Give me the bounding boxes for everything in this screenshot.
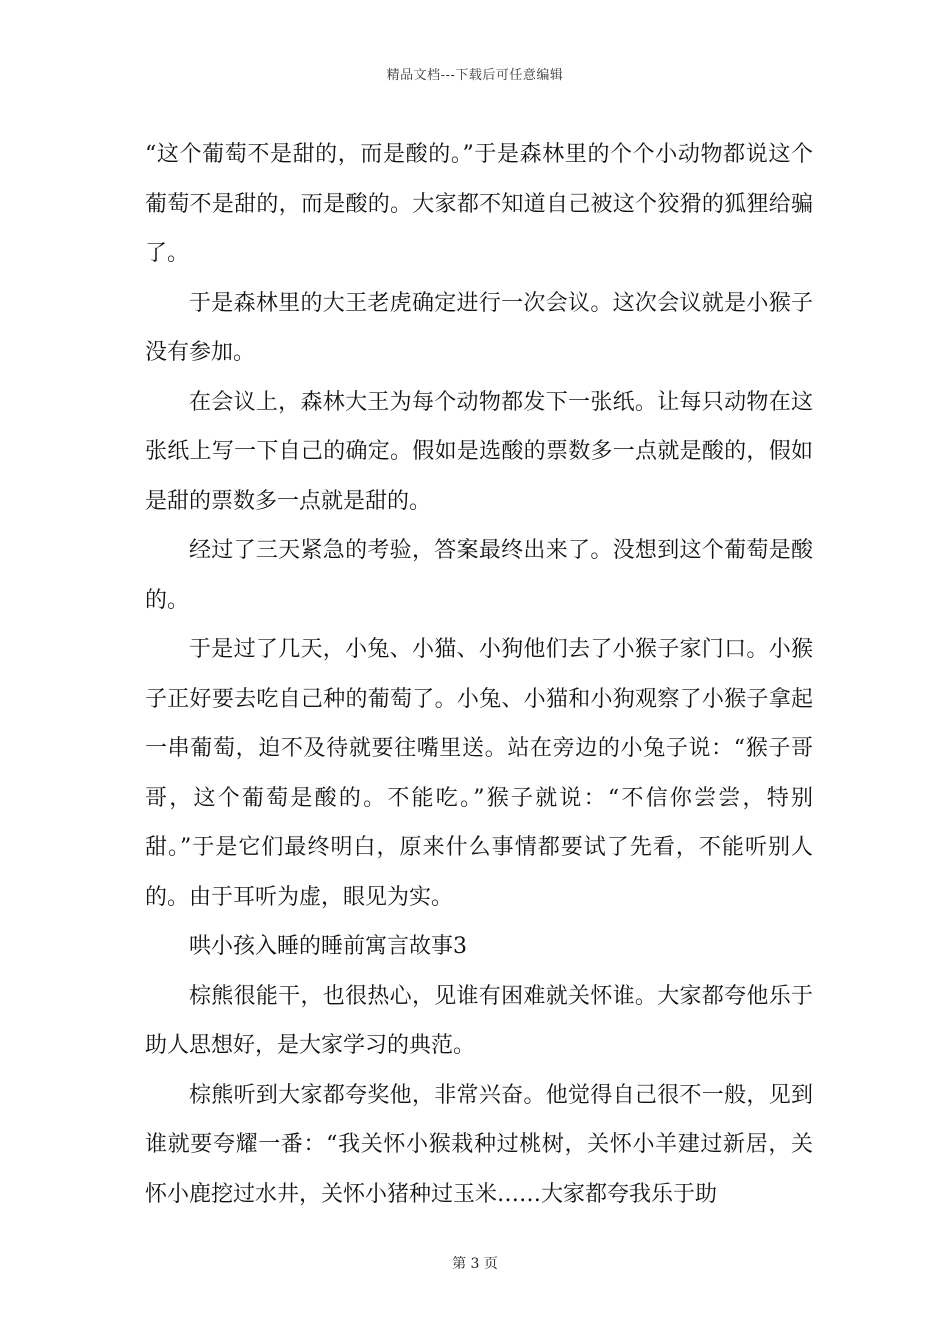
paragraph-3: 在会议上，森林大王为每个动物都发下一张纸。让每只动物在这张纸上写一下自己的确定。假如是选酸的票数多一点就是酸的，假如是甜的票数多一点就是甜的。 <box>145 389 813 514</box>
section-heading: 哄小孩入睡的睡前寓言故事3 <box>189 934 467 959</box>
page-header: 精品文档---下载后可任意编辑 <box>386 68 564 83</box>
paragraph-7: 棕熊听到大家都夸奖他，非常兴奋。他觉得自己很不一般，见到谁就要夸耀一番：“我关怀小猴栽种过桃树，关怀小羊建过新居，关怀小鹿挖过水井，关怀小猪种过玉米……大家都夸我乐于助 <box>145 1082 813 1207</box>
paragraph-2: 于是森林里的大王老虎确定进行一次会议。这次会议就是小猴子没有参加。 <box>145 290 813 365</box>
paragraph-6: 棕熊很能干，也很热心，见谁有困难就关怀谁。大家都夸他乐于助人思想好，是大家学习的典范。 <box>145 983 813 1058</box>
page-number: 第 3 页 <box>452 1256 498 1272</box>
document-body <box>145 130 813 1219</box>
paragraph-4: 经过了三天紧急的考验，答案最终出来了。没想到这个葡萄是酸的。 <box>145 538 813 613</box>
paragraph-1: “这个葡萄不是甜的，而是酸的。”于是森林里的个个小动物都说这个葡萄不是甜的，而是酸的。大家都不知道自己被这个狡猾的狐狸给骗了。 <box>145 142 813 266</box>
paragraph-5: 于是过了几天，小兔、小猫、小狗他们去了小猴子家门口。小猴子正好要去吃自己种的葡萄了。小兔、小猫和小狗观察了小猴子拿起一串葡萄，迫不及待就要往嘴里送。站在旁边的小兔子说：“猴子哥哥，这个葡萄是酸的。不能吃。”猴子就说：“不信你尝尝，特别甜。”于是它们最终明白，原来什么事情都要试了先看，不能听别人的。由于耳听为虚，眼见为实。 <box>145 637 813 910</box>
